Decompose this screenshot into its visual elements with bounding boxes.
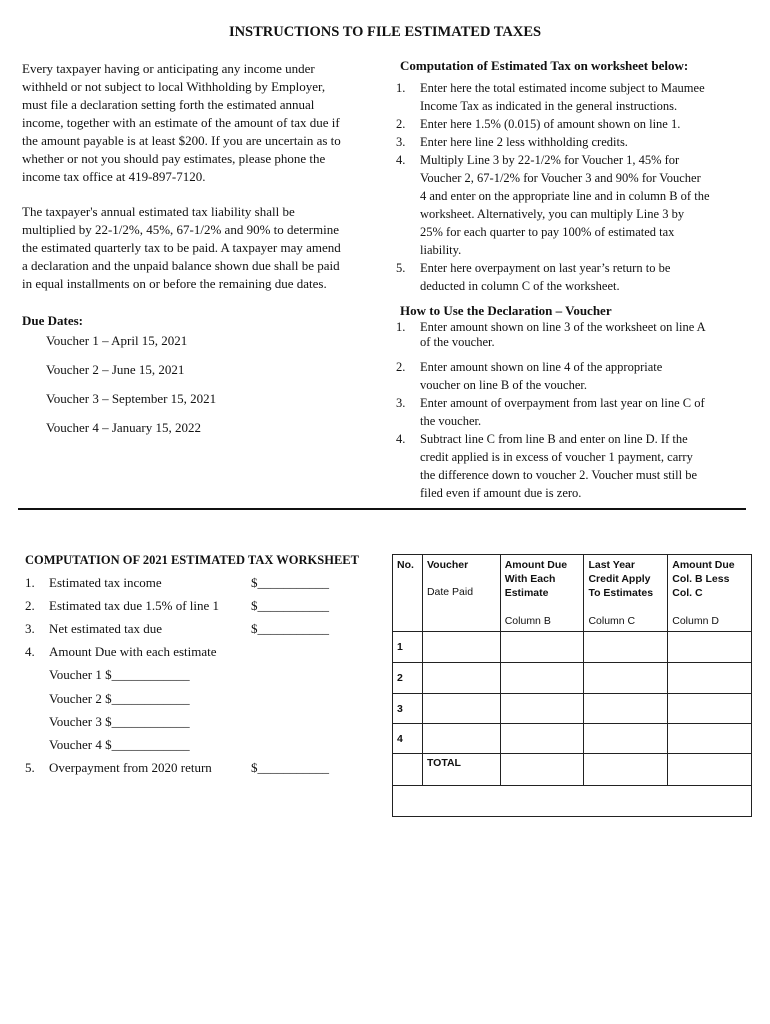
- item-line: worksheet. Alternatively, you can multiply Line 3 by: [420, 207, 685, 221]
- worksheet-heading: COMPUTATION OF 2021 ESTIMATED TAX WORKSHEET: [25, 553, 359, 567]
- amount-blank[interactable]: $___________: [251, 574, 329, 590]
- header-last-year: [584, 555, 668, 632]
- liability-line: multiplied by 22-1/2%, 45%, 67-1/2% and 90% to determine: [22, 222, 339, 237]
- liability-line: The taxpayer's annual estimated tax liability shall be: [22, 204, 295, 219]
- item-line: Enter here overpayment on last year’s return to be: [420, 261, 671, 275]
- voucher-table: [392, 554, 752, 817]
- total-row: [393, 754, 752, 786]
- total-label: TOTAL: [422, 754, 500, 786]
- amount-blank[interactable]: $___________: [251, 620, 329, 636]
- line-number: 2.: [25, 597, 35, 613]
- item-line: 4 and enter on the appropriate line and in column B of the: [420, 189, 710, 203]
- computation-item: [396, 259, 748, 295]
- total-column-b[interactable]: [500, 754, 584, 786]
- item-line: deducted in column C of the worksheet.: [420, 279, 620, 293]
- line-number: 1.: [25, 574, 35, 590]
- computation-heading: Computation of Estimated Tax on worksheet below:: [400, 58, 689, 73]
- item-line: Enter here the total estimated income subject to Maumee: [420, 81, 705, 95]
- section-divider: [18, 508, 746, 510]
- worksheet-line-4: [25, 641, 385, 664]
- row-number: 3: [393, 694, 423, 724]
- worksheet-line-2: [25, 594, 385, 617]
- item-number: 1.: [396, 320, 406, 334]
- total-column-c[interactable]: [584, 754, 668, 786]
- intro-line: Every taxpayer having or anticipating any income under: [22, 61, 315, 76]
- how-to-item: [396, 320, 748, 350]
- due-date-item: Voucher 3 – September 15, 2021: [46, 391, 217, 406]
- cell-column-c[interactable]: [584, 663, 668, 694]
- header-label: Last Year: [588, 559, 635, 571]
- footer-cell: [393, 786, 752, 817]
- cell-column-c[interactable]: [584, 632, 668, 663]
- item-line: Enter here 1.5% (0.015) of amount shown on line 1.: [420, 117, 681, 131]
- computation-list: [396, 79, 748, 295]
- header-label: Voucher: [426, 559, 469, 571]
- due-date-item: Voucher 4 – January 15, 2022: [46, 420, 202, 435]
- computation-item: [396, 151, 748, 259]
- cell-column-b[interactable]: [500, 724, 584, 754]
- item-line: voucher on line B of the voucher.: [420, 378, 587, 392]
- header-label: Col. B Less: [672, 573, 730, 585]
- item-line: Subtract line C from line B and enter on line D. If the: [420, 432, 688, 446]
- cell-voucher[interactable]: [422, 663, 500, 694]
- intro-line: whether or not you should pay estimates, please phone the: [22, 151, 326, 166]
- due-date-item: Voucher 2 – June 15, 2021: [46, 362, 185, 377]
- header-label: Col. C: [672, 587, 703, 599]
- header-label: Amount Due: [672, 559, 735, 571]
- header-label: Amount Due: [504, 559, 568, 571]
- item-line: Enter amount shown on line 4 of the appropriate: [420, 360, 663, 374]
- item-line: Income Tax as indicated in the general instructions.: [420, 99, 678, 113]
- line-label: Overpayment from 2020 return: [49, 760, 212, 776]
- voucher-line[interactable]: Voucher 3 $____________: [49, 713, 190, 729]
- voucher-line[interactable]: Voucher 4 $____________: [49, 736, 190, 752]
- intro-line: income tax office at 419-897-7120.: [22, 169, 206, 184]
- due-dates-list: [46, 333, 216, 449]
- header-label: To Estimates: [588, 587, 654, 599]
- how-to-heading: How to Use the Declaration – Voucher: [400, 303, 612, 318]
- amount-blank[interactable]: $___________: [251, 597, 329, 613]
- total-column-d[interactable]: [668, 754, 752, 786]
- header-sublabel: Date Paid: [426, 586, 474, 598]
- line-number: 5.: [25, 760, 35, 776]
- header-label: Estimate: [504, 587, 549, 599]
- total-no-cell: [393, 754, 423, 786]
- item-line: Multiply Line 3 by 22-1/2% for Voucher 1, 45% for: [420, 153, 680, 167]
- item-number: 1.: [396, 81, 406, 95]
- line-number: 4.: [25, 644, 35, 660]
- liability-line: a declaration and the unpaid balance shown due shall be paid: [22, 258, 340, 273]
- line-label: Estimated tax due 1.5% of line 1: [49, 597, 220, 613]
- row-number: 2: [393, 663, 423, 694]
- how-to-item: [396, 430, 748, 502]
- item-line: liability.: [420, 243, 462, 257]
- cell-voucher[interactable]: [422, 632, 500, 663]
- cell-column-d[interactable]: [668, 663, 752, 694]
- header-amount-due: [500, 555, 584, 632]
- table-row: [393, 724, 752, 754]
- line-label: Amount Due with each estimate: [49, 644, 217, 660]
- line-label: Estimated tax income: [49, 574, 162, 590]
- liability-line: the estimated quarterly tax to be paid. A taxpayer may amend: [22, 240, 341, 255]
- worksheet-line-5: [25, 757, 385, 780]
- line-number: 3.: [25, 620, 35, 636]
- page-title: INSTRUCTIONS TO FILE ESTIMATED TAXES: [228, 24, 542, 40]
- header-amount-due-less: [668, 555, 752, 632]
- intro-paragraph: [22, 60, 382, 186]
- intro-line: income, together with an estimate of the amount of tax due if: [22, 115, 340, 130]
- item-line: filed even if amount due is zero.: [420, 486, 582, 500]
- column-label: Column D: [672, 615, 719, 627]
- item-line: credit applied is in excess of voucher 1 payment, carry: [420, 450, 693, 464]
- table-row: [393, 694, 752, 724]
- worksheet-line-1: [25, 571, 385, 594]
- column-label: Column C: [588, 615, 636, 627]
- cell-column-b[interactable]: [500, 694, 584, 724]
- header-voucher: [422, 555, 500, 632]
- due-dates-heading: Due Dates:: [22, 313, 84, 328]
- voucher-line[interactable]: Voucher 2 $____________: [49, 690, 190, 706]
- computation-item: [396, 79, 748, 115]
- intro-line: withheld or not subject to local Withholding by Employer,: [22, 79, 326, 94]
- cell-column-b[interactable]: [500, 632, 584, 663]
- item-line: Enter amount of overpayment from last year on line C of: [420, 396, 705, 410]
- item-line: the difference down to voucher 2. Voucher must still be: [420, 468, 698, 482]
- item-line: the voucher.: [420, 414, 482, 428]
- item-number: 4.: [396, 432, 406, 446]
- how-to-item: [396, 394, 748, 430]
- table-footer-row: [393, 786, 752, 817]
- cell-column-c[interactable]: [584, 724, 668, 754]
- cell-column-b[interactable]: [500, 663, 584, 694]
- item-line: Enter here line 2 less withholding credits.: [420, 135, 628, 149]
- table-header-row: [393, 555, 752, 632]
- item-number: 3.: [396, 135, 406, 149]
- how-to-list: [396, 320, 748, 502]
- liability-paragraph: [22, 203, 382, 293]
- intro-line: the amount payable is at least $200. If you are uncertain as to: [22, 133, 341, 148]
- header-label: With Each: [504, 573, 556, 585]
- item-line: of the voucher.: [420, 335, 495, 349]
- row-number: 4: [393, 724, 423, 754]
- cell-column-d[interactable]: [668, 694, 752, 724]
- column-label: Column B: [504, 615, 551, 627]
- amount-blank[interactable]: $___________: [251, 760, 329, 776]
- worksheet-line-3: [25, 617, 385, 640]
- item-line: Enter amount shown on line 3 of the worksheet on line A: [420, 320, 706, 334]
- item-number: 2.: [396, 360, 406, 374]
- header-label: No.: [397, 559, 414, 571]
- item-line: Voucher 2, 67-1/2% for Voucher 3 and 90% for Voucher: [420, 171, 701, 185]
- item-number: 5.: [396, 261, 406, 275]
- intro-line: must file a declaration setting forth the estimated annual: [22, 97, 315, 112]
- liability-line: in equal installments on or before the remaining due dates.: [22, 276, 327, 291]
- item-number: 4.: [396, 153, 406, 167]
- header-label: Credit Apply: [588, 573, 651, 585]
- header-no: [393, 555, 423, 632]
- cell-voucher[interactable]: [422, 724, 500, 754]
- computation-item: [396, 115, 748, 133]
- due-date-item: Voucher 1 – April 15, 2021: [46, 333, 188, 348]
- item-number: 2.: [396, 117, 406, 131]
- table-row: [393, 632, 752, 663]
- cell-column-c[interactable]: [584, 694, 668, 724]
- cell-column-d[interactable]: [668, 724, 752, 754]
- row-number: 1: [393, 632, 423, 663]
- line-label: Net estimated tax due: [49, 620, 162, 636]
- item-number: 3.: [396, 396, 406, 410]
- how-to-item: [396, 358, 748, 394]
- computation-item: [396, 133, 748, 151]
- cell-column-d[interactable]: [668, 632, 752, 663]
- item-line: 25% for each quarter to pay 100% of estimated tax: [420, 225, 675, 239]
- cell-voucher[interactable]: [422, 694, 500, 724]
- voucher-line[interactable]: Voucher 1 $____________: [49, 667, 190, 683]
- worksheet-lines: [25, 571, 385, 780]
- table-row: [393, 663, 752, 694]
